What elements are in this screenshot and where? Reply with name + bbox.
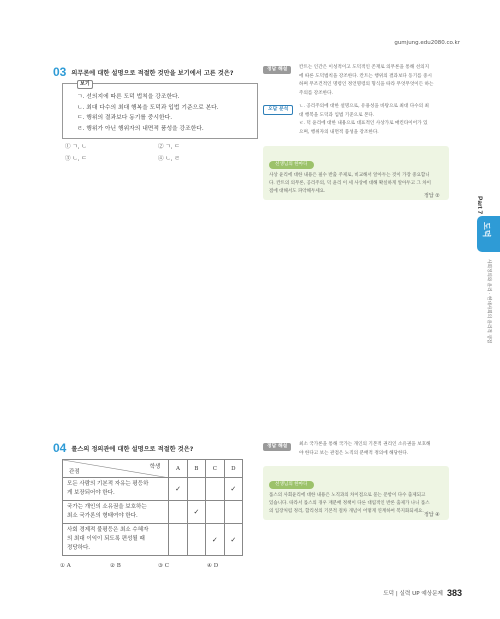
choice-2[interactable]: ② B <box>110 563 121 569</box>
check-cell <box>169 501 187 524</box>
bogi-box <box>62 83 258 139</box>
explanation-line: 칸트는 인간은 이성적이고 도덕적인 존재로 의무론을 통해 선의지 <box>299 65 430 70</box>
column-d: D <box>224 460 242 478</box>
choice-3[interactable]: ③ ㄴ, ㄷ <box>65 156 87 162</box>
q3-answer: 정답 ② <box>424 193 440 199</box>
check-cell: ✓ <box>224 524 242 556</box>
check-cell <box>187 524 205 556</box>
explanation-line: ㄴ. 공리주의에 대한 설명으로, 유용성을 바탕으로 최대 다수의 최 <box>299 104 429 109</box>
q3-question: 의무론에 대한 설명으로 적절한 것만을 보기에서 고른 것은? <box>71 69 234 77</box>
teacher-line: 사상 윤리에 대한 내용은 필수 반출 주제로, 비교해서 알아두는 것이 가장 중요합니 <box>269 173 430 178</box>
section-tab[interactable] <box>477 216 500 252</box>
q4-question: 롤스의 정의관에 대한 설명으로 적절한 것은? <box>71 445 194 453</box>
q3-header <box>53 65 233 79</box>
q4-teacher-box <box>263 466 449 520</box>
row-statement <box>63 524 169 556</box>
q3-wrong-tag: 오답 분석 <box>263 105 293 115</box>
check-cell <box>206 501 224 524</box>
header-viewpoint: 관점 <box>69 469 80 475</box>
teacher-line: 다. 칸트의 의무론, 공리주의, 덕 윤리 이 세 사상에 대해 확실하게 알아두고 그 차이 <box>269 181 431 186</box>
table-row <box>63 524 243 556</box>
explanation-line: 하며 무조건적인 명령인 정언명령의 형식을 따라 무엇무엇이든 하는 <box>299 82 434 88</box>
choice-3[interactable]: ③ C <box>158 563 170 569</box>
explanation-line: 으며, 행위자의 내면적 품성을 강조한다. <box>299 129 379 135</box>
check-cell: ✓ <box>206 524 224 556</box>
explanation-line: 주의를 강조한다. <box>299 90 333 96</box>
q3-wrong-explanation <box>299 103 429 137</box>
check-cell <box>169 524 187 556</box>
choice-4[interactable]: ④ D <box>207 563 219 569</box>
check-cell <box>224 501 242 524</box>
q4-header <box>53 441 193 455</box>
column-a: A <box>169 460 187 478</box>
q3-correct-tag: 정답 해설 <box>263 66 291 74</box>
statement-line: 게 보장되어야 한다. <box>67 490 115 496</box>
footer-text: 도덕 | 실력 UP 예상문제 <box>383 591 443 597</box>
table-row <box>63 501 243 524</box>
bogi-item: ㄹ. 행위가 아닌 행위자의 내면적 품성을 강조한다. <box>77 125 204 132</box>
explanation-line: 대 행복을 도덕과 입법 기준으로 본다. <box>299 112 375 118</box>
check-cell <box>206 478 224 501</box>
statement-line: 사회 경제적 불평등은 최소 수혜자 <box>67 527 149 533</box>
q4-correct-explanation <box>299 441 431 458</box>
check-cell: ✓ <box>187 501 205 524</box>
teacher-label: 선생님의 한마디 <box>269 481 314 489</box>
table-corner-header <box>63 460 169 478</box>
q4-number: 04 <box>53 441 67 455</box>
explanation-line: 야 한다고 보는 관점은 노직의 분배적 정의에 해당한다. <box>299 450 409 456</box>
q3-correct-explanation <box>299 64 433 98</box>
column-b: B <box>187 460 205 478</box>
choice-1[interactable]: ① A <box>60 563 71 569</box>
table-row <box>63 478 243 501</box>
statement-line: 국가는 개인의 소유권을 보호하는 <box>67 504 147 510</box>
choice-4[interactable]: ④ ㄴ, ㄹ <box>158 156 180 162</box>
q4-table <box>62 459 243 556</box>
header-student: 학생 <box>149 464 161 470</box>
part-label: Part 7 <box>476 196 483 215</box>
q3-number: 03 <box>53 65 67 79</box>
q4-correct-tag: 정답 해설 <box>263 443 291 451</box>
choice-1[interactable]: ① ㄱ, ㄴ <box>65 144 87 150</box>
teacher-line: 있습니다. 따라서 롤스의 경우 재분배 정책이 다른 대립적인 반론 출제가 나니 롤스 <box>269 501 430 506</box>
bogi-item: ㄷ. 행위의 결과보다 동기를 중시한다. <box>77 115 173 121</box>
q4-answer: 정답 ④ <box>424 512 440 518</box>
row-statement <box>63 501 169 524</box>
bogi-item: ㄱ. 선의지에 따른 도덕 법칙을 강조한다. <box>77 94 180 100</box>
teacher-line: 의 입장처럼 정리, 합리성의 기본적 절차 개념이 어떻게 연계하여 복지화되세요. <box>269 509 424 514</box>
statement-line: 의 최대 이익이 되도록 편성될 때 <box>67 536 145 542</box>
q3-teacher-box <box>263 146 449 200</box>
column-c: C <box>206 460 224 478</box>
statement-line: 정당하다. <box>67 545 91 551</box>
section-tab-label: 도덕 <box>482 222 491 238</box>
bogi-label: 보기 <box>77 80 93 89</box>
check-cell: ✓ <box>224 478 242 501</box>
explanation-line: ㄹ. 덕 윤리에 대한 내용으로 대표적인 사상가로 매킨타이어가 있 <box>299 121 428 127</box>
choice-2[interactable]: ② ㄱ, ㄷ <box>158 144 180 150</box>
page-number: 383 <box>446 588 462 598</box>
statement-line: 모든 사람의 기본적 자유는 평등하 <box>67 481 149 487</box>
section-subtitle: 사회정의와 윤리 · 현대사회의 윤리적 쟁점 <box>486 259 491 344</box>
bogi-item: ㄴ. 최대 다수의 최대 행복을 도덕과 입법 기준으로 본다. <box>77 104 219 111</box>
teacher-label: 선생님의 한마디 <box>269 161 314 169</box>
explanation-line: 최소 국가론을 통해 국가는 개인의 기본적 권리인 소유권을 보호해 <box>299 442 431 447</box>
statement-line: 최소 국가론의 형태여야 한다. <box>67 513 138 519</box>
teacher-line: 점에 대해서도 파악해두세요. <box>269 189 326 194</box>
teacher-line: 롤스의 사회윤리에 대한 내용은 노직과의 차이점으로 묻는 문항이 다수 출제되고 <box>269 493 426 498</box>
check-cell: ✓ <box>169 478 187 501</box>
explanation-line: 에 따른 도덕법칙을 강조한다. 칸트는 행위의 결과보다 동기를 중시 <box>299 73 432 79</box>
row-statement <box>63 478 169 501</box>
page-footer <box>383 588 462 598</box>
site-url: gumjung.edu2080.co.kr <box>394 40 460 46</box>
check-cell <box>187 478 205 501</box>
